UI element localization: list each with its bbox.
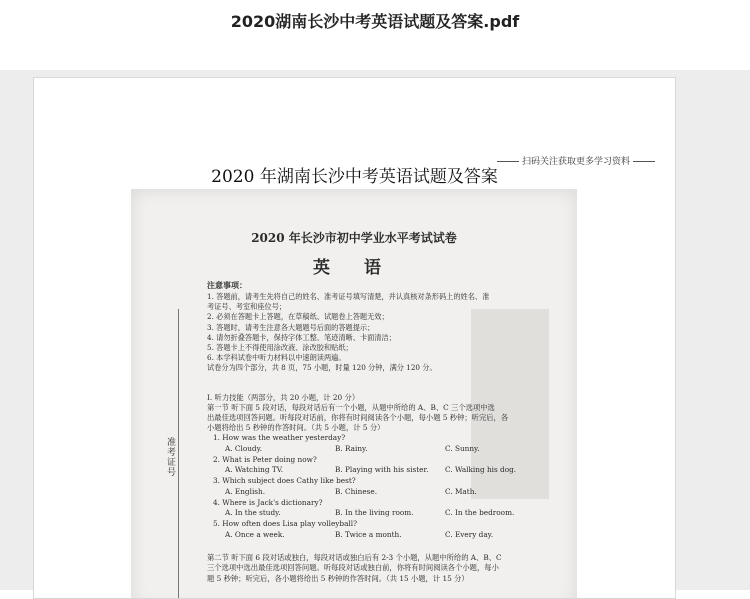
answer-options (207, 465, 552, 476)
subject-title: 英 语 (313, 258, 395, 278)
section-instructions: 出最佳选项回答问题。听每段对话前，你将有时间阅读各个小题，每小题 5 秒钟；听完后，各 (207, 413, 509, 422)
notice-line: 6. 本学科试卷中听力材料以中速朗读两遍。 (207, 353, 346, 363)
notice-line: 考证号、考室和座位号； (207, 302, 287, 312)
viewer-header (0, 0, 750, 71)
answer-options (207, 530, 552, 541)
option-a: A. Watching TV. (225, 465, 284, 474)
option-b: B. Rainy. (335, 443, 368, 453)
pdf-page (33, 77, 676, 599)
notice-line: 5. 答题卡上不得使用涂改液、涂改胶和贴纸； (207, 343, 353, 353)
notice-list (207, 292, 547, 374)
section-instructions: 第一节 听下面 5 段对话，每段对话后有一个小题，从题中所给的 A、B、C 三个选项中选 (207, 403, 495, 412)
exam-number-label: 准考证号 (165, 437, 175, 477)
document-title: 2020 年湖南长沙中考英语试题及答案 (211, 167, 498, 187)
question-text: 3. Which subject does Cathy like best? (213, 476, 356, 485)
section-instructions: 三个选项中选出最佳选项回答问题。听每段对话或独白前，你将有时间阅读各个小题，每小 (207, 563, 499, 573)
answer-options (207, 508, 552, 519)
notice-line: 3. 答题时，请考生注意各大题题号后面的答题提示； (207, 322, 375, 332)
option-a: A. In the study. (225, 508, 281, 517)
listening-section (207, 393, 552, 541)
listening-section-two (207, 553, 552, 584)
option-c: C. Every day. (445, 529, 494, 539)
notice-line: 2. 必须在答题卡上答题，在草稿纸、试题卷上答题无效； (207, 312, 389, 322)
section-instructions: 题 5 秒钟；听完后，各小题将给出 5 秒钟的作答时间。（共 15 小题，计 15 分） (207, 573, 469, 583)
question-text: 2. What is Peter doing now? (213, 454, 317, 464)
option-a: A. Once a week. (225, 529, 285, 539)
file-title: 2020湖南长沙中考英语试题及答案.pdf (230, 12, 520, 31)
notice-title: 注意事项： (207, 280, 247, 290)
question-text: 5. How often does Lisa play volleyball? (213, 519, 358, 528)
side-note-text: 扫码关注获取更多学习资料 (521, 157, 630, 167)
option-c: C. Walking his dog. (445, 465, 517, 474)
option-a: A. English. (225, 486, 266, 496)
exam-title: 2020 年长沙市初中学业水平考试试卷 (251, 231, 457, 245)
binding-line (178, 309, 179, 599)
question-text: 1. How was the weather yesterday? (213, 433, 346, 442)
scanned-exam-image (131, 189, 577, 599)
option-a: A. Cloudy. (225, 443, 263, 453)
notice-line: 试卷分为四个部分，共 8 页，75 小题，时量 120 分钟，满分 120 分。 (207, 363, 437, 373)
option-b: B. Playing with his sister. (335, 465, 429, 474)
section-instructions: 小题将给出 5 秒钟的作答时间。（共 5 小题，计 5 分） (207, 423, 385, 432)
section-heading: I. 听力技能（两部分，共 20 小题，计 20 分） (207, 393, 360, 402)
option-c: C. In the bedroom. (445, 508, 515, 517)
option-b: B. In the living room. (335, 508, 414, 517)
notice-line: 1. 答题前，请考生先将自己的姓名、准考证号填写清楚，并认真核对条形码上的姓名、准 (207, 292, 490, 301)
option-c: C. Math. (445, 486, 477, 496)
option-b: B. Chinese. (335, 486, 378, 496)
answer-options (207, 444, 552, 455)
option-b: B. Twice a month. (335, 529, 402, 539)
answer-options (207, 487, 552, 498)
section-instructions: 第二节 听下面 6 段对话或独白，每段对话或独白后有 2-3 个小题，从题中所给的 A、B、C (207, 553, 502, 562)
notice-line: 4. 请勿折叠答题卡，保持字体工整、笔迹清晰、卡面清洁； (207, 332, 396, 342)
option-c: C. Sunny. (445, 443, 480, 453)
question-text: 4. Where is Jack's dictionary? (213, 497, 323, 507)
